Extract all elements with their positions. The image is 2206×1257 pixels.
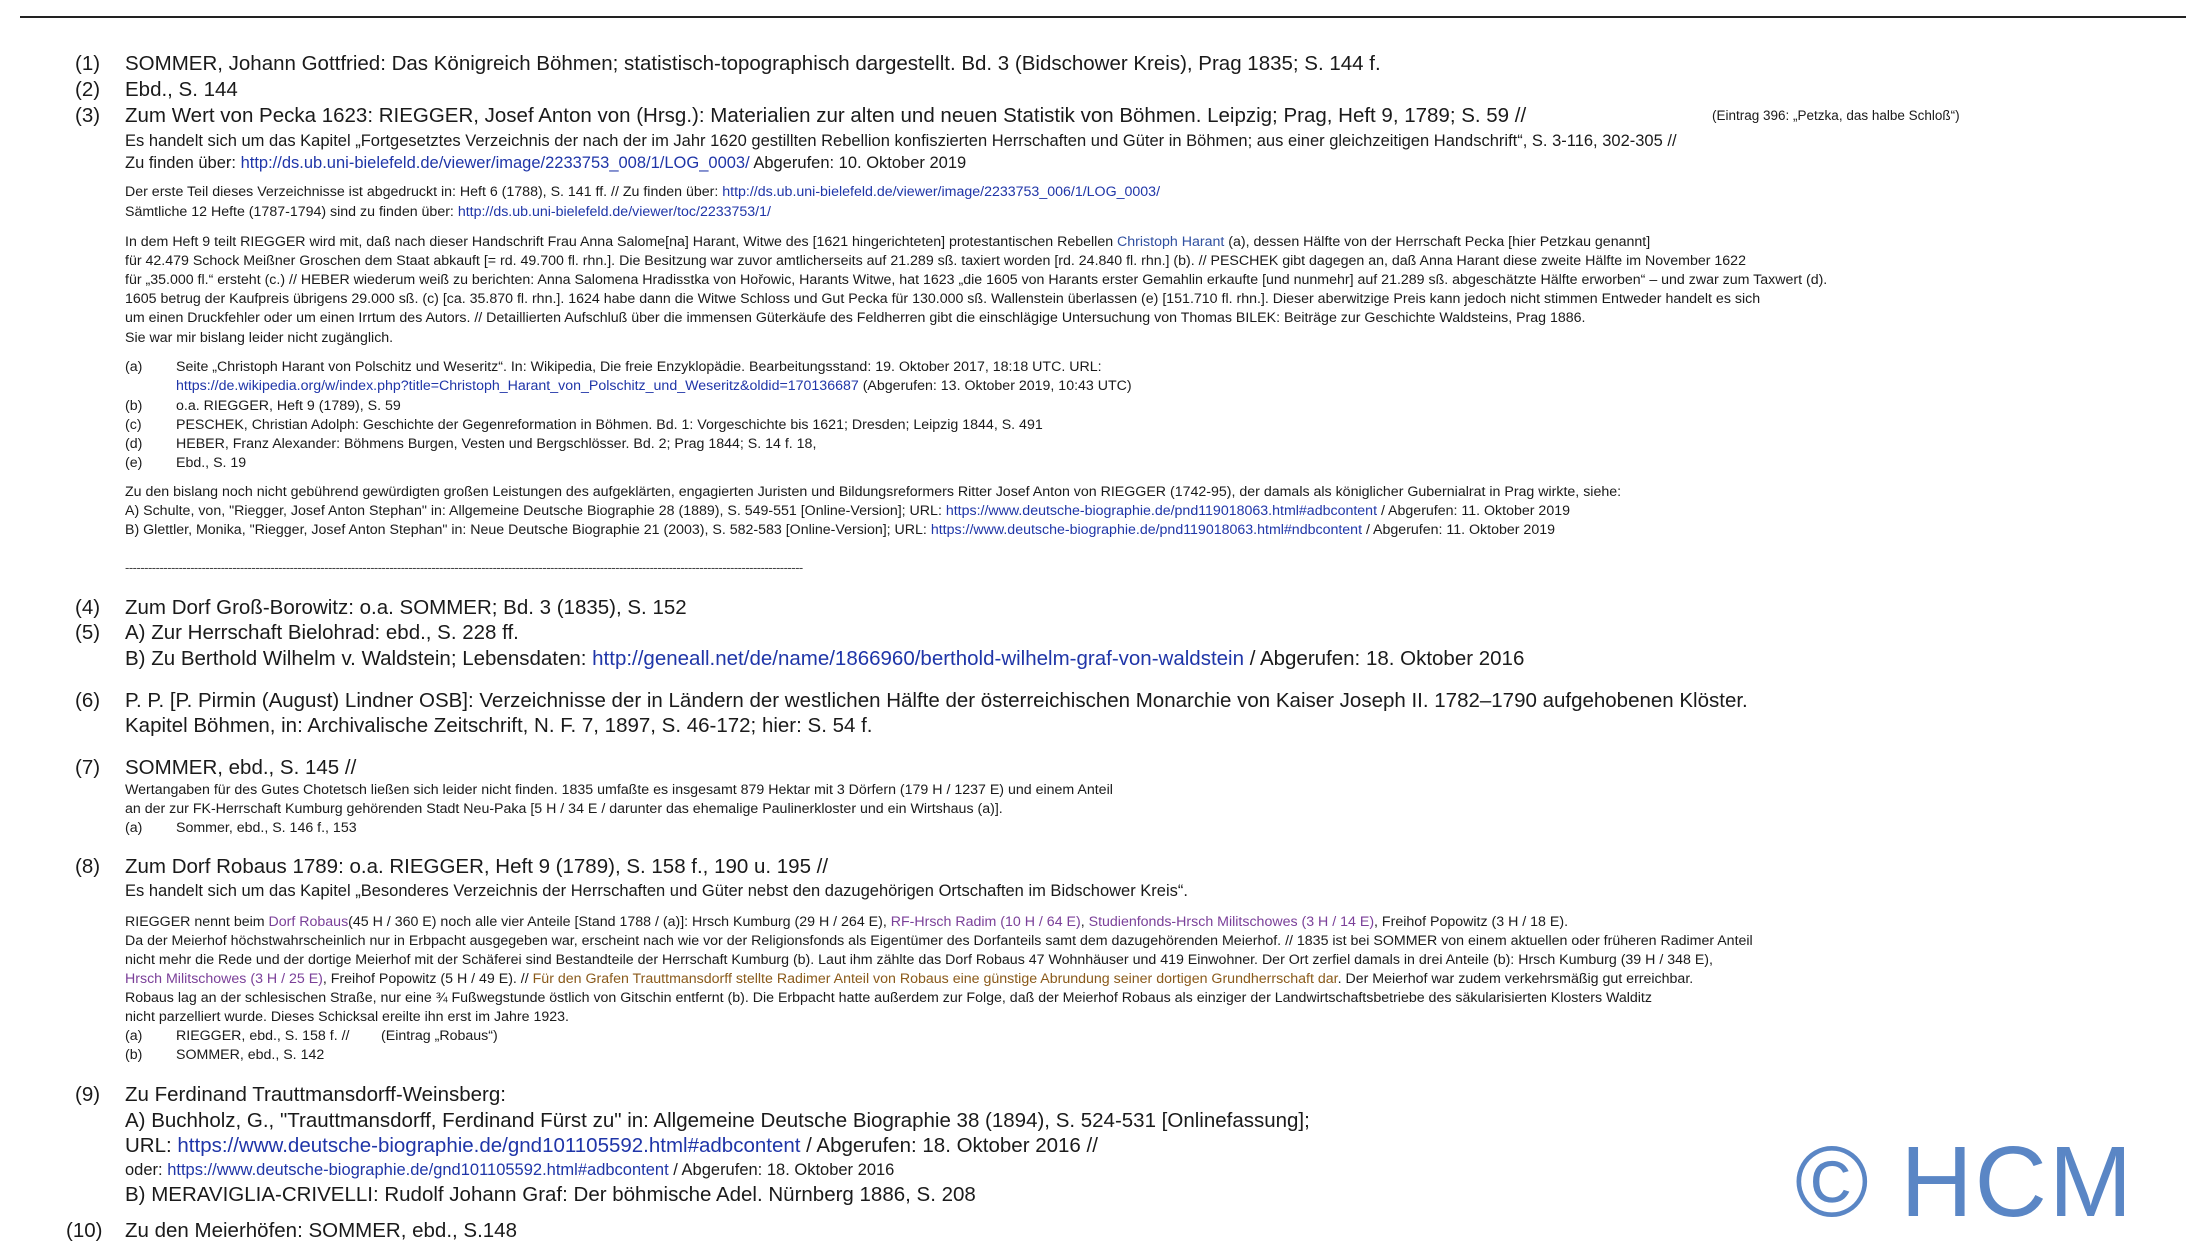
footnote-4-number: (4) bbox=[75, 596, 101, 619]
footnote-7-line-3: an der zur FK-Herrschaft Kumburg gehörenden Stadt Neu-Paka [5 H / 34 E / darunter das ehemalige Paulinerkloster und ein Wirtshaus (a)]. bbox=[125, 801, 1003, 817]
footnote-6-line-2: Kapitel Böhmen, in: Archivalische Zeitschrift, N. F. 7, 1897, S. 46-172; hier: S. 54 f. bbox=[125, 714, 873, 737]
footnote-10-text: Zu den Meierhöfen: SOMMER, ebd., S.148 bbox=[125, 1219, 517, 1242]
subnote-c-label: (c) bbox=[125, 417, 142, 433]
subnote-a-retrieved: (Abgerufen: 13. Oktober 2019, 10:43 UTC) bbox=[858, 378, 1132, 394]
subnote-d-label: (d) bbox=[125, 436, 143, 452]
footnote-3-entry-note: (Eintrag 396: „Petzka, das halbe Schloß“) bbox=[1712, 108, 1960, 123]
footnote-9-number: (9) bbox=[75, 1083, 101, 1106]
footnote-8-subnote-a-label: (a) bbox=[125, 1028, 143, 1044]
footnote-3-line-4 bbox=[125, 184, 1160, 200]
subnote-a-label: (a) bbox=[125, 359, 143, 375]
hrsch-militschowes-highlight: Hrsch Militschowes (3 H / 25 E) bbox=[125, 971, 323, 987]
footnote-9-line-4-prefix: oder: bbox=[125, 1161, 168, 1179]
footnote-7-subnote-a-label: (a) bbox=[125, 820, 143, 836]
footnote-8-line-1: Zum Dorf Robaus 1789: o.a. RIEGGER, Heft 9 (1789), S. 158 f., 190 u. 195 // bbox=[125, 855, 829, 878]
riegger-intro-line: Zu den bislang noch nicht gebührend gewürdigten großen Leistungen des aufgeklärten, engagierten Juristen und Bildungsreformers Ritter Josef Anton von RIEGGER (1742-95), der damals als königlicher Gubernialrat in Prag wirkte, siehe: bbox=[125, 484, 1622, 500]
rf-hrsch-radim-highlight: RF-Hrsch Radim (10 H / 64 E) bbox=[890, 914, 1081, 930]
para-1-text-b: (a), dessen Hälfte von der Herrschaft Pecka [hier Petzkau genannt] bbox=[1224, 234, 1651, 250]
footnote-9-line-4-suffix: / Abgerufen: 18. Oktober 2016 bbox=[668, 1161, 895, 1179]
footnote-3-line-2: Es handelt sich um das Kapitel „Fortgesetztes Verzeichnis der nach der im Jahr 1620 gestillten Rebellion konfiszierten Herrschaften und Güter in Böhmen; aus einer gleichzeitigen Handschrift“, S. 3-116, 302-305 // bbox=[125, 132, 1677, 150]
footnote-3-paragraph-line-1 bbox=[125, 234, 1650, 250]
robaus-paragraph-line-4 bbox=[125, 971, 1693, 987]
subnote-a-link-line bbox=[176, 378, 1132, 394]
footnote-7-line-2: Wertangaben für des Gutes Chotetsch ließen sich leider nicht finden. 1835 umfaßte es insgesamt 879 Hektar mit 3 Dörfern (179 H / 1237 E) und einem Anteil bbox=[125, 782, 1113, 798]
footnote-9-line-5: B) MERAVIGLIA-CRIVELLI: Rudolf Johann Graf: Der böhmische Adel. Nürnberg 1886, S. 208 bbox=[125, 1183, 976, 1206]
dashed-separator: --------------------------------------------------------------------------------------------------------------------------------------------------------------------------------- bbox=[125, 560, 803, 575]
footnote-9-line-1: Zu Ferdinand Trauttmansdorff-Weinsberg: bbox=[125, 1083, 506, 1106]
footnote-3-line-4-prefix: Der erste Teil dieses Verzeichnisse ist abgedruckt in: Heft 6 (1788), S. 141 ff. // Zu finden über: bbox=[125, 184, 723, 200]
robaus-paragraph-line-2: Da der Meierhof höchstwahrscheinlich nur in Erbpacht ausgegeben war, erscheint nach wie vor der Religionsfonds als Eigentümer des Dorfanteils samt dem dazugehörenden Meierhof. // 1835 ist bei SOMMER von einem aktuellen oder früheren Radimer Anteil bbox=[125, 933, 1753, 949]
footnote-10-number: (10) bbox=[66, 1219, 103, 1242]
footnote-9-line-3-prefix: URL: bbox=[125, 1134, 178, 1157]
footnote-8-number: (8) bbox=[75, 855, 101, 878]
wikipedia-harant-link[interactable]: https://de.wikipedia.org/w/index.php?title=Christoph_Harant_von_Polschitz_und_Weseritz&oldid=170136687 bbox=[176, 378, 859, 394]
riegger-ndb-line bbox=[125, 522, 1555, 538]
dorf-robaus-highlight: Dorf Robaus bbox=[268, 914, 349, 930]
trauttmansdorff-highlight: Für den Grafen Trauttmansdorff stellte Radimer Anteil von Robaus eine günstige Abrundung seiner dortigen Grundherrschaft dar bbox=[532, 971, 1338, 987]
footnote-9-line-3 bbox=[125, 1134, 1098, 1158]
robaus-paragraph-line-5: Robaus lag an der schlesischen Straße, nur eine ¾ Fußwegstunde östlich von Gitschin entfernt (b). Die Erbpacht hatte außerdem zur Folge, daß der Meierhof Robaus als einziger der Landwirtschaftsbetriebe des säkularisierten Klosters Walditz bbox=[125, 990, 1652, 1006]
footnote-6-number: (6) bbox=[75, 689, 101, 712]
footnote-3-number: (3) bbox=[75, 104, 101, 127]
riegger-adb-line bbox=[125, 503, 1570, 519]
footnote-5-line-2 bbox=[125, 647, 1524, 671]
footnote-4-text: Zum Dorf Groß-Borowitz: o.a. SOMMER; Bd. 3 (1835), S. 152 bbox=[125, 596, 687, 619]
bielefeld-link-toc[interactable]: http://ds.ub.uni-bielefeld.de/viewer/toc/2233753/1/ bbox=[457, 204, 771, 220]
footnote-3-paragraph-line-5: um einen Druckfehler oder um einen Irrtum des Autors. // Detaillierten Aufschluß über die immensen Güterkäufe des Feldherren gibt die einschlägige Untersuchung von Thomas BILEK: Beiträge zur Geschichte Waldsteins, Prag 1886. bbox=[125, 310, 1586, 326]
robaus-text-c: , bbox=[1080, 914, 1089, 930]
trauttmansdorff-adb-link-alt[interactable]: https://www.deutsche-biographie.de/gnd101105592.html#adbcontent bbox=[167, 1161, 669, 1179]
riegger-adb-suffix: / Abgerufen: 11. Oktober 2019 bbox=[1377, 503, 1570, 519]
studienfonds-highlight: Studienfonds-Hrsch Militschowes (3 H / 14 E) bbox=[1088, 914, 1375, 930]
subnote-e-text: Ebd., S. 19 bbox=[176, 455, 247, 471]
para-1-text-a: In dem Heft 9 teilt RIEGGER wird mit, daß nach dieser Handschrift Frau Anna Salome[na] Harant, Witwe des [1621 hingerichteten] protestantischen Rebellen bbox=[125, 234, 1118, 250]
subnote-a-text: Seite „Christoph Harant von Polschitz und Weseritz“. In: Wikipedia, Die freie Enzyklopädie. Bearbeitungsstand: 19. Oktober 2017, 18:18 UTC. URL: bbox=[176, 359, 1102, 375]
footnote-7-subnote-a-text: Sommer, ebd., S. 146 f., 153 bbox=[176, 820, 357, 836]
footnote-8-subnote-a-text: RIEGGER, ebd., S. 158 f. // (Eintrag „Robaus“) bbox=[176, 1028, 498, 1044]
footnote-6-line-1: P. P. [P. Pirmin (August) Lindner OSB]: Verzeichnisse der in Ländern der westlichen Hälfte der österreichischen Monarchie von Kaiser Joseph II. 1782–1790 aufgehobenen Klöster. bbox=[125, 689, 1748, 712]
robaus-text-d: , Freihof Popowitz (3 H / 18 E). bbox=[1374, 914, 1569, 930]
riegger-ndb-prefix: B) Glettler, Monika, "Riegger, Josef Anton Stephan" in: Neue Deutsche Biographie 21 (2003), S. 582-583 [Online-Version]; URL: bbox=[125, 522, 931, 538]
christoph-harant-link[interactable]: Christoph Harant bbox=[1117, 234, 1225, 250]
geneall-waldstein-link[interactable]: http://geneall.net/de/name/1866960/berthold-wilhelm-graf-von-waldstein bbox=[592, 647, 1244, 670]
riegger-ndb-link[interactable]: https://www.deutsche-biographie.de/pnd119018063.html#ndbcontent bbox=[930, 522, 1363, 538]
subnote-e-label: (e) bbox=[125, 455, 143, 471]
footnote-3-line-5-prefix: Sämtliche 12 Hefte (1787-1794) sind zu finden über: bbox=[125, 204, 458, 220]
robaus-paragraph-line-1 bbox=[125, 914, 1568, 930]
footnote-8-subnote-b-text: SOMMER, ebd., S. 142 bbox=[176, 1047, 325, 1063]
trauttmansdorff-adb-link[interactable]: https://www.deutsche-biographie.de/gnd101105592.html#adbcontent bbox=[177, 1134, 801, 1157]
subnote-b-text: o.a. RIEGGER, Heft 9 (1789), S. 59 bbox=[176, 398, 401, 414]
hcm-copyright-watermark: © HCM bbox=[1795, 1126, 2135, 1238]
riegger-adb-prefix: A) Schulte, von, "Riegger, Josef Anton Stephan" in: Allgemeine Deutsche Biographie 28 (1889), S. 549-551 [Online-Version]; URL: bbox=[125, 503, 946, 519]
subnote-b-label: (b) bbox=[125, 398, 143, 414]
riegger-adb-link[interactable]: https://www.deutsche-biographie.de/pnd119018063.html#adbcontent bbox=[945, 503, 1378, 519]
footnote-3-line-3-suffix: Abgerufen: 10. Oktober 2019 bbox=[749, 154, 967, 172]
footnote-5-line-2-suffix: / Abgerufen: 18. Oktober 2016 bbox=[1244, 647, 1525, 670]
footnote-1-text: SOMMER, Johann Gottfried: Das Königreich Böhmen; statistisch-topographisch dargestellt. Bd. 3 (Bidschower Kreis), Prag 1835; S. 144 f. bbox=[125, 52, 1381, 75]
footnote-3-line-3-prefix: Zu finden über: bbox=[125, 154, 241, 172]
bielefeld-link-heft6[interactable]: http://ds.ub.uni-bielefeld.de/viewer/image/2233753_006/1/LOG_0003/ bbox=[722, 184, 1161, 200]
footnote-3-paragraph-line-3: für „35.000 fl.“ ersteht (c.) // HEBER wiederum weiß zu berichten: Anna Salomena Hradisstka von Hořowic, Harants Witwe, hat 1623 „die 1605 von Harants erster Gemahlin erkaufte [und nunmehr] auf 21.289 sß. abgeschätzte Hälfte erworben“ – und zwar zum Taxwert (d). bbox=[125, 272, 1828, 288]
robaus-text-e: , Freihof Popowitz (5 H / 49 E). // bbox=[322, 971, 533, 987]
footnote-2-text: Ebd., S. 144 bbox=[125, 78, 238, 101]
footnote-3-line-1: Zum Wert von Pecka 1623: RIEGGER, Josef Anton von (Hrsg.): Materialien zur alten und neuen Statistik von Böhmen. Leipzig; Prag, Heft 9, 1789; S. 59 // bbox=[125, 104, 1527, 127]
footnote-8-line-2: Es handelt sich um das Kapitel „Besonderes Verzeichnis der Herrschaften und Güter nebst den dazugehörigen Ortschaften im Bidschower Kreis“. bbox=[125, 882, 1188, 900]
footnote-9-line-3-suffix: / Abgerufen: 18. Oktober 2016 // bbox=[800, 1134, 1098, 1157]
robaus-paragraph-line-3: nicht mehr die Rede und der dortige Meierhof mit der Schäferei sind Bestandteile der Herrschaft Kumburg (b). Laut ihm zählte das Dorf Robaus 47 Wohnhäuser und 419 Einwohner. Der Ort zerfiel damals in drei Anteile (b): Hrsch Kumburg (39 H / 348 E), bbox=[125, 952, 1713, 968]
footnote-5-line-2-prefix: B) Zu Berthold Wilhelm v. Waldstein; Lebensdaten: bbox=[125, 647, 593, 670]
footnote-8-subnote-b-label: (b) bbox=[125, 1047, 143, 1063]
footnote-2-number: (2) bbox=[75, 78, 101, 101]
robaus-text-b: (45 H / 360 E) noch alle vier Anteile [Stand 1788 / (a)]: Hrsch Kumburg (29 H / 264 E), bbox=[348, 914, 891, 930]
robaus-text-f: . Der Meierhof war zudem verkehrsmäßig gut erreichbar. bbox=[1337, 971, 1694, 987]
subnote-c-text: PESCHEK, Christian Adolph: Geschichte der Gegenreformation in Böhmen. Bd. 1: Vorgeschichte bis 1621; Dresden; Leipzig 1844, S. 491 bbox=[176, 417, 1043, 433]
subnote-d-text: HEBER, Franz Alexander: Böhmens Burgen, Vesten und Bergschlösser. Bd. 2; Prag 1844; S. 14 f. 18, bbox=[176, 436, 817, 452]
footnote-7-line-1: SOMMER, ebd., S. 145 // bbox=[125, 756, 357, 779]
footnote-3-paragraph-line-6: Sie war mir bislang leider nicht zugänglich. bbox=[125, 330, 394, 346]
footnote-5-line-1: A) Zur Herrschaft Bielohrad: ebd., S. 228 ff. bbox=[125, 621, 519, 644]
footnote-9-line-4 bbox=[125, 1161, 894, 1180]
bielefeld-link-heft9[interactable]: http://ds.ub.uni-bielefeld.de/viewer/image/2233753_008/1/LOG_0003/ bbox=[240, 154, 750, 172]
footnote-3-line-5 bbox=[125, 204, 771, 220]
footnote-5-number: (5) bbox=[75, 621, 101, 644]
footnote-9-line-2: A) Buchholz, G., "Trauttmansdorff, Ferdinand Fürst zu" in: Allgemeine Deutsche Biographie 38 (1894), S. 524-531 [Onlinefassung]; bbox=[125, 1109, 1310, 1132]
footnote-3-line-3 bbox=[125, 154, 966, 173]
footnote-1-number: (1) bbox=[75, 52, 101, 75]
footnote-3-paragraph-line-4: 1605 betrug der Kaufpreis übrigens 29.000 sß. (c) [ca. 35.870 fl. rhn.]. 1624 habe dann die Witwe Schloss und Gut Pecka für 130.000 sß. Wallenstein überlassen (e) [151.710 fl. rhn.]. Dieser aberwitzige Preis kann jedoch nicht stimmen Entweder handelt es sich bbox=[125, 291, 1761, 307]
footnote-7-number: (7) bbox=[75, 756, 101, 779]
riegger-ndb-suffix: / Abgerufen: 11. Oktober 2019 bbox=[1362, 522, 1555, 538]
robaus-text-a: RIEGGER nennt beim bbox=[125, 914, 269, 930]
footnote-3-paragraph-line-2: für 42.479 Schock Meißner Groschen dem Staat abkauft [= rd. 49.700 fl. rhn.]. Die Besitzung war zuvor amtlicherseits auf 21.289 sß. taxiert worden [rd. 24.840 fl. rhn.] (b). // PESCHEK gibt dagegen an, daß Anna Harant diese zweite Hälfte im November 1622 bbox=[125, 253, 1746, 269]
robaus-paragraph-line-6: nicht parzelliert wurde. Dieses Schicksal ereilte ihn erst im Jahre 1923. bbox=[125, 1009, 569, 1025]
